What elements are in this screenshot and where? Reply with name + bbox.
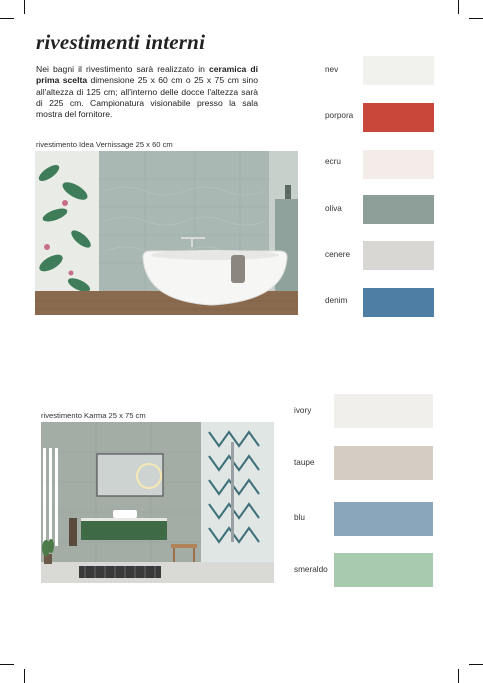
crop-mark	[0, 18, 14, 19]
caption-vernissage: rivestimento Idea Vernissage 25 x 60 cm	[36, 140, 173, 149]
swatch-ivory	[334, 394, 433, 428]
intro-text: Nei bagni il rivestimento sarà realizzato in	[36, 64, 209, 74]
intro-text: dimensione 25 x 60 cm o 25 x 75 cm sino all'altezza di 125 cm; all'interno delle docce l'altezza sarà di 225 cm. Campionatura visionabile presso la sala mostra del fornitore.	[36, 75, 258, 120]
swatch-label-smeraldo: smeraldo	[294, 565, 328, 574]
caption-karma: rivestimento Karma 25 x 75 cm	[41, 411, 146, 420]
swatch-smeraldo	[334, 553, 433, 587]
intro-bold: ceramica di prima scelta	[36, 64, 258, 86]
swatch-nev	[363, 56, 434, 85]
swatch-ecru	[363, 150, 434, 179]
bathroom-photo-karma	[41, 422, 274, 583]
bathroom-illustration	[41, 422, 274, 583]
swatch-label-porpora: porpora	[325, 111, 354, 120]
swatch-blu	[334, 502, 433, 536]
swatch-taupe	[334, 446, 433, 480]
page-title: rivestimenti interni	[36, 30, 206, 54]
crop-mark	[24, 0, 25, 14]
swatch-oliva	[363, 195, 434, 224]
crop-mark	[458, 0, 459, 14]
swatch-label-cenere: cenere	[325, 250, 351, 259]
swatch-label-ecru: ecru	[325, 157, 341, 166]
crop-mark	[24, 669, 25, 683]
swatch-label-ivory: ivory	[294, 406, 312, 415]
bathroom-photo-vernissage	[35, 151, 298, 315]
intro-paragraph	[36, 64, 258, 120]
swatch-porpora	[363, 103, 434, 132]
swatch-cenere	[363, 241, 434, 270]
crop-mark	[458, 669, 459, 683]
swatch-label-blu: blu	[294, 513, 305, 522]
swatch-label-taupe: taupe	[294, 458, 315, 467]
crop-mark	[469, 664, 483, 665]
crop-mark	[469, 18, 483, 19]
swatch-label-nev: nev	[325, 65, 339, 74]
swatch-denim	[363, 288, 434, 317]
swatch-label-oliva: oliva	[325, 204, 342, 213]
bathroom-illustration	[35, 151, 298, 315]
swatch-label-denim: denim	[325, 296, 348, 305]
crop-mark	[0, 664, 14, 665]
